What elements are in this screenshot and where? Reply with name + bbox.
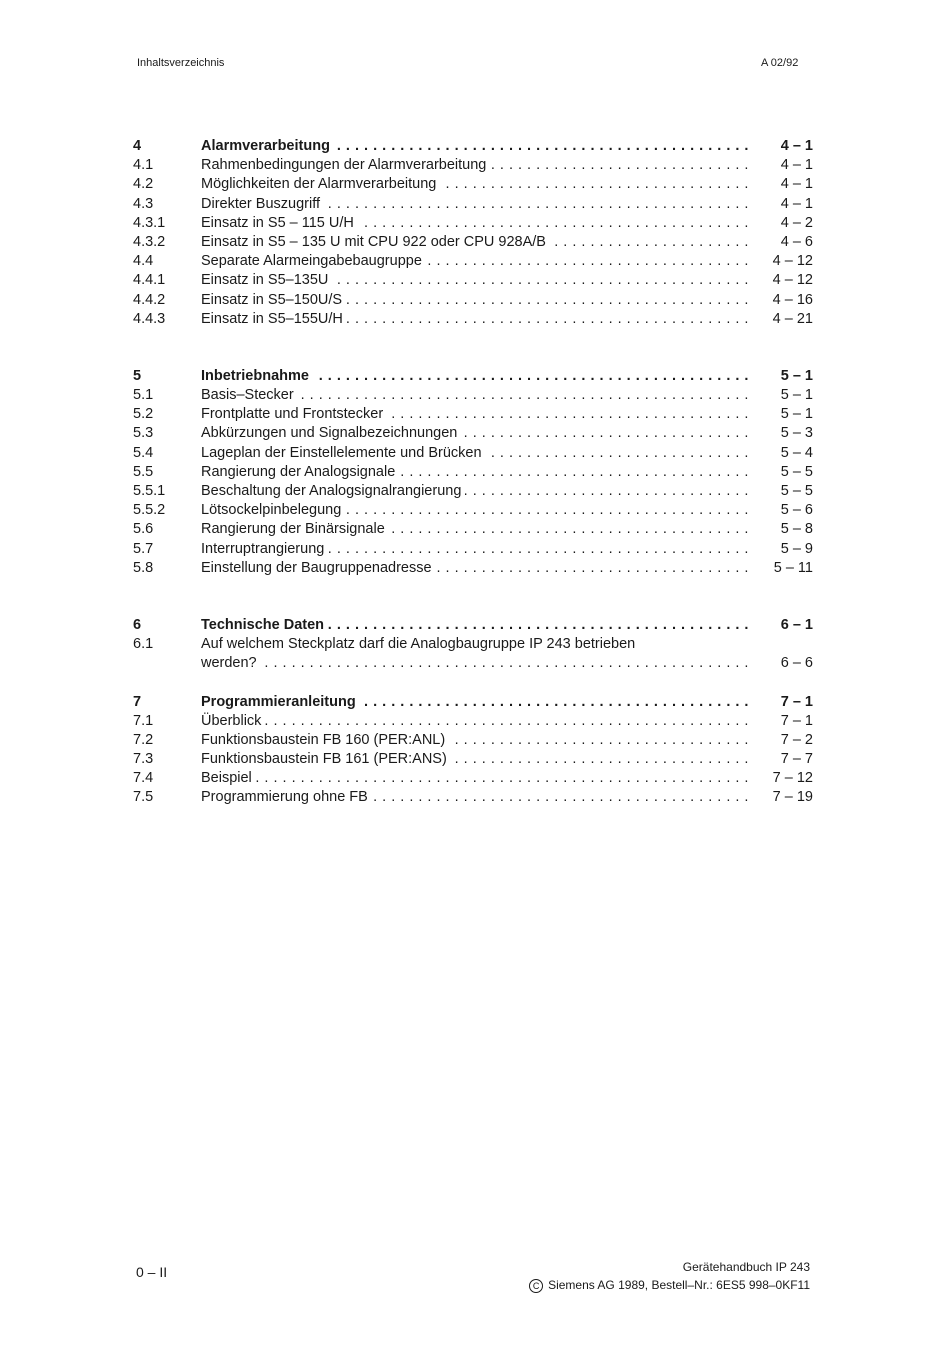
toc-entry[interactable] — [133, 635, 813, 654]
toc-entry-number: 4.3 — [133, 195, 154, 212]
toc-entry-title-with-leader — [201, 156, 751, 175]
toc-section — [133, 137, 813, 329]
toc-entry-title-with-leader — [201, 501, 751, 520]
toc-entry-page: 5 – 9 — [780, 540, 813, 557]
toc-entry-number: 5.5 — [133, 463, 154, 480]
toc-entry[interactable] — [133, 520, 813, 539]
toc-entry-title: werden? — [201, 655, 261, 671]
toc-entry-title-with-leader — [201, 482, 751, 501]
toc-section — [133, 367, 813, 578]
toc-entry-number: 6.1 — [133, 636, 154, 653]
toc-entry-title: Einstellung der Baugruppenadresse — [201, 560, 436, 576]
toc-entry-page: 4 – 16 — [772, 291, 813, 308]
toc-entry-page: 7 – 7 — [780, 751, 813, 768]
toc-entry-title-with-leader — [201, 214, 751, 233]
toc-entry-title-with-leader — [201, 654, 751, 673]
toc-entry-page: 5 – 5 — [780, 463, 813, 480]
toc-entry-title-with-leader — [201, 405, 751, 424]
toc-entry-title: Rangierung der Analogsignale — [201, 464, 399, 480]
toc-entry[interactable] — [133, 482, 813, 501]
toc-entry-page: 4 – 1 — [780, 138, 813, 154]
toc-entry[interactable] — [133, 750, 813, 769]
toc-entry-title: Einsatz in S5 – 135 U mit CPU 922 oder CPU 928A/B — [201, 234, 550, 250]
toc-entry-number: 5.4 — [133, 444, 154, 461]
toc-entry-number: 5.3 — [133, 425, 154, 442]
toc-entry[interactable] — [133, 444, 813, 463]
toc-entry-title: Möglichkeiten der Alarmverarbeitung — [201, 176, 440, 192]
toc-entry-number: 7.5 — [133, 789, 154, 806]
toc-entry-number: 4.2 — [133, 176, 154, 193]
toc-entry-number: 4.4.2 — [133, 291, 166, 308]
toc-entry-title: Frontplatte und Frontstecker — [201, 406, 387, 422]
toc-entry-number: 4 — [133, 138, 142, 154]
toc-entry-title-with-leader — [201, 444, 751, 463]
toc-entry-page: 5 – 1 — [780, 387, 813, 404]
toc-entry-number: 7.4 — [133, 770, 154, 787]
toc-entry-title: Technische Daten — [201, 617, 328, 633]
running-header-edition: A 02/92 — [761, 57, 799, 69]
toc-entry-title-with-leader — [201, 712, 751, 731]
toc-entry-title-with-leader — [201, 175, 751, 194]
page-number: 0 – II — [136, 1264, 168, 1280]
toc-entry-title: Abkürzungen und Signalbezeichnungen — [201, 425, 461, 441]
toc-entry-title-with-leader — [201, 310, 751, 329]
toc-entry-number: 6 — [133, 616, 142, 633]
toc-entry-number: 4.1 — [133, 157, 154, 174]
toc-entry[interactable] — [133, 156, 813, 175]
toc-entry[interactable] — [133, 291, 813, 310]
toc-entry-title-with-leader — [201, 386, 751, 405]
toc-entry-title: Rahmenbedingungen der Alarmverarbeitung — [201, 157, 490, 173]
toc-entry-number: 5 — [133, 367, 142, 384]
toc-entry-page: 7 – 19 — [772, 789, 813, 806]
toc-entry-title: Direkter Buszugriff — [201, 196, 324, 212]
toc-section — [133, 693, 813, 808]
toc-entry-number: 5.8 — [133, 559, 154, 576]
toc-entry-number: 4.4.1 — [133, 272, 166, 289]
toc-entry-page: 5 – 5 — [780, 483, 813, 499]
toc-entry-title: Einsatz in S5–135U — [201, 272, 332, 288]
toc-entry-number: 4.4 — [133, 253, 154, 270]
toc-entry-page: 4 – 12 — [772, 253, 813, 270]
copyright-text: Siemens AG 1989, Bestell–Nr.: 6ES5 998–0KF11 — [548, 1278, 810, 1292]
toc-entry-page: 5 – 8 — [780, 521, 813, 538]
toc-entry-page: 7 – 2 — [780, 731, 813, 748]
toc-entry-page: 7 – 1 — [780, 693, 813, 710]
toc-entry-title-with-leader — [201, 769, 751, 788]
toc-entry-title-with-leader — [201, 233, 751, 252]
toc-entry-page: 7 – 1 — [780, 712, 813, 729]
toc-entry-title-with-leader — [201, 750, 751, 769]
toc-entry-number: 7 — [133, 693, 142, 710]
toc-section — [133, 616, 813, 674]
toc-chapter-entry[interactable] — [133, 137, 813, 156]
footer-book-title: Gerätehandbuch IP 243 — [682, 1260, 810, 1274]
footer-copyright — [529, 1278, 810, 1293]
toc-entry[interactable] — [133, 731, 813, 750]
copyright-icon: C — [529, 1279, 543, 1293]
toc-entry[interactable] — [133, 540, 813, 559]
toc-entry-title: Programmieranleitung — [201, 694, 360, 710]
toc-entry[interactable] — [133, 252, 813, 271]
toc-entry-title: Rangierung der Binärsignale — [201, 521, 389, 537]
toc-entry-title-with-leader — [201, 137, 751, 156]
toc-entry-title: Basis–Stecker — [201, 387, 298, 403]
toc-entry-title: Einsatz in S5–155U/H — [201, 311, 347, 327]
toc-entry-number: 5.5.2 — [133, 502, 166, 519]
toc-entry-title-with-leader — [201, 559, 751, 578]
toc-entry-title: Inbetriebnahme — [201, 368, 313, 384]
toc-entry[interactable] — [133, 405, 813, 424]
toc-entry-title: Funktionsbaustein FB 160 (PER:ANL) — [201, 732, 449, 748]
toc-entry[interactable] — [133, 424, 813, 443]
toc-entry-number: 7.2 — [133, 731, 154, 748]
toc-entry[interactable] — [133, 386, 813, 405]
toc-entry-page: 5 – 1 — [780, 367, 813, 384]
toc-entry-page: 5 – 4 — [780, 444, 813, 461]
toc-entry[interactable] — [133, 310, 813, 329]
toc-entry-title: Einsatz in S5–150U/S — [201, 292, 346, 308]
toc-entry-title-with-leader — [201, 367, 751, 386]
toc-entry-title-with-leader — [201, 424, 751, 443]
toc-entry[interactable] — [133, 788, 813, 807]
toc-entry-page: 5 – 3 — [780, 425, 813, 442]
toc-entry[interactable] — [133, 769, 813, 788]
toc-entry-title-with-leader — [201, 520, 751, 539]
toc-entry-number: 5.7 — [133, 540, 154, 557]
toc-entry[interactable] — [133, 654, 813, 673]
toc-entry-page: 4 – 1 — [780, 157, 813, 174]
toc-chapter-entry[interactable] — [133, 616, 813, 635]
toc-entry-number: 7.3 — [133, 751, 154, 768]
toc-entry-page: 7 – 12 — [772, 770, 813, 787]
toc-entry[interactable] — [133, 195, 813, 214]
toc-entry-number: 5.5.1 — [133, 483, 166, 499]
toc-entry-title: Auf welchem Steckplatz darf die Analogbaugruppe IP 243 betrieben — [201, 636, 639, 652]
toc-entry-title-with-leader — [201, 616, 751, 635]
toc-entry-number: 5.1 — [133, 387, 154, 404]
toc-entry-number: 4.4.3 — [133, 310, 166, 327]
toc-entry-number: 5.6 — [133, 521, 154, 538]
toc-entry-title-with-leader — [201, 252, 751, 271]
toc-entry[interactable] — [133, 463, 813, 482]
toc-entry-title: Beschaltung der Analogsignalrangierung — [201, 483, 465, 499]
toc-chapter-entry[interactable] — [133, 367, 813, 386]
toc-entry[interactable] — [133, 501, 813, 520]
toc-chapter-entry[interactable] — [133, 693, 813, 712]
toc-entry[interactable] — [133, 712, 813, 731]
toc-entry-page: 4 – 21 — [772, 310, 813, 327]
toc-entry-page: 6 – 6 — [780, 655, 813, 672]
toc-entry-title-with-leader — [201, 271, 751, 290]
toc-entry-title: Einsatz in S5 – 115 U/H — [201, 215, 358, 231]
toc-entry-number: 7.1 — [133, 712, 154, 729]
toc-entry-page: 5 – 6 — [780, 502, 813, 519]
toc-entry-title: Beispiel — [201, 770, 256, 786]
toc-entry[interactable] — [133, 271, 813, 290]
toc-entry-title: Interruptrangierung — [201, 541, 328, 557]
toc-entry[interactable] — [133, 214, 813, 233]
toc-entry-number: 5.2 — [133, 406, 154, 423]
toc-entry-page: 5 – 11 — [773, 559, 813, 576]
toc-entry-title: Separate Alarmeingabebaugruppe — [201, 253, 426, 269]
toc-entry-number: 4.3.2 — [133, 233, 166, 250]
toc-entry-title: Lageplan der Einstellelemente und Brücken — [201, 445, 486, 461]
toc-entry-title-with-leader — [201, 731, 751, 750]
table-of-contents — [133, 137, 813, 808]
toc-entry-title-with-leader — [201, 291, 751, 310]
toc-entry-page: 5 – 1 — [780, 406, 813, 423]
running-header-title: Inhaltsverzeichnis — [137, 57, 225, 69]
toc-entry-title-with-leader — [201, 693, 751, 712]
toc-entry-page: 6 – 1 — [780, 616, 813, 633]
toc-entry[interactable] — [133, 233, 813, 252]
toc-entry-page: 4 – 6 — [780, 233, 813, 250]
toc-entry-page: 4 – 2 — [780, 214, 813, 231]
toc-entry-title-with-leader — [201, 463, 751, 482]
toc-entry-title: Überblick — [201, 713, 265, 729]
toc-entry-page: 4 – 1 — [780, 176, 813, 193]
toc-entry-title: Funktionsbaustein FB 161 (PER:ANS) — [201, 751, 451, 767]
toc-entry-page: 4 – 12 — [772, 272, 813, 289]
toc-entry-title-with-leader — [201, 635, 751, 654]
toc-entry-title: Alarmverarbeitung — [201, 138, 334, 154]
toc-entry-title: Programmierung ohne FB — [201, 789, 372, 805]
toc-entry[interactable] — [133, 559, 813, 578]
toc-entry-title: Lötsockelpinbelegung — [201, 502, 345, 518]
toc-entry-title-with-leader — [201, 788, 751, 807]
toc-entry-page: 4 – 1 — [780, 195, 813, 212]
toc-entry-title-with-leader — [201, 195, 751, 214]
toc-entry-number: 4.3.1 — [133, 214, 166, 231]
toc-entry-title-with-leader — [201, 540, 751, 559]
toc-entry[interactable] — [133, 175, 813, 194]
